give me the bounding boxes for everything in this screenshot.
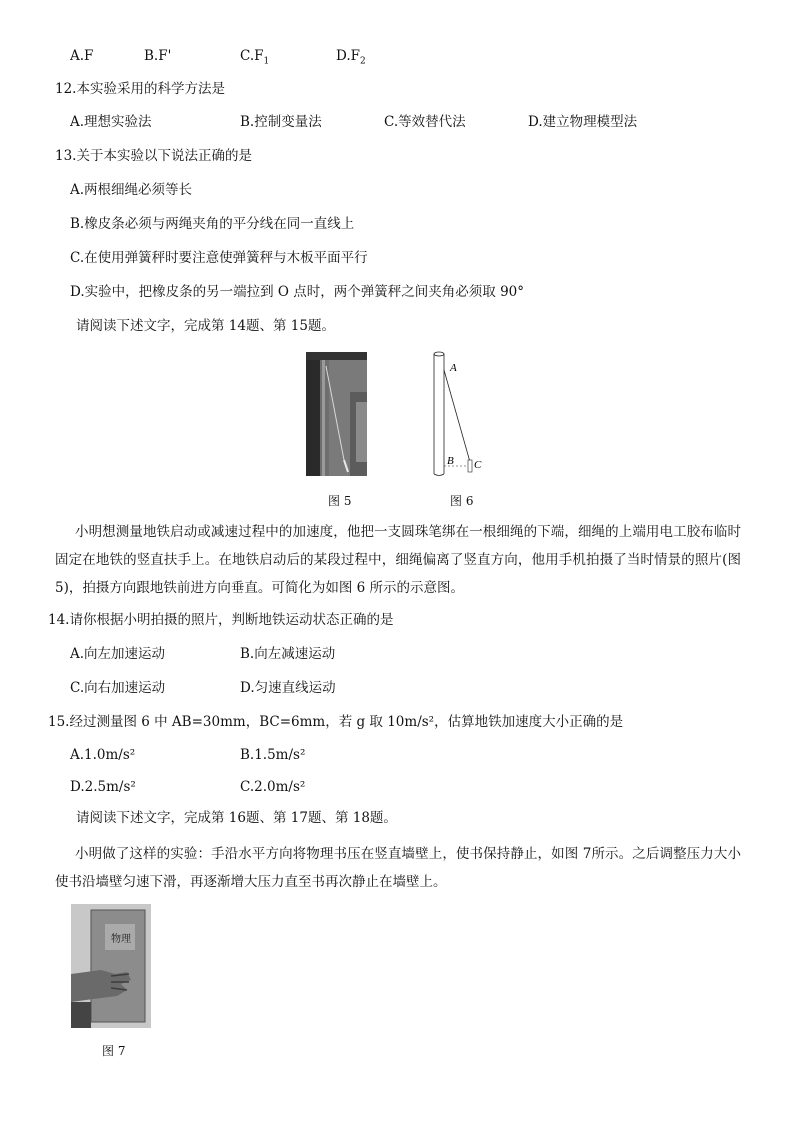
figure7-book-title: 物理 [111,934,131,945]
passage-subway: 小明想测量地铁启动或减速过程中的加速度，他把一支圆珠笔绑在一根细绳的下端，细绳的上端用电工胶布临时固定在地铁的竖直扶手上。在地铁启动后的某段过程中，细绳偏离了竖直方向，他用手机拍摄了当时情景的照片(图 5)，拍摄方向跟地铁前进方向垂直。可简化为如图 6 所示的示意图。 [55,524,741,596]
q14-option-b: B.向左减速运动 [240,646,336,662]
figure7-caption: 图 7 [102,1044,126,1058]
q12-option-d: D.建立物理模型法 [528,114,638,130]
figure5-photo [306,352,367,476]
figure6-label-a: A [450,362,457,374]
q12-stem: 12.本实验采用的科学方法是 [55,81,225,97]
q13-option-a: A.两根细绳必须等长 [70,182,193,198]
q14-option-d: D.匀速直线运动 [240,680,336,696]
q13-option-d: D.实验中，把橡皮条的另一端拉到 O 点时，两个弹簧秤之间夹角必须取 90° [70,284,525,300]
q15-option-b: B.1.5m/s² [240,747,306,763]
figure6-label-c: C [474,459,482,471]
q14-stem: 14.请你根据小明拍摄的照片，判断地铁运动状态正确的是 [48,612,394,628]
q11-option-b: B.F' [144,48,172,64]
q11-option-c: $C.F_1$ [240,48,270,67]
figure6-diagram [430,350,490,478]
q13-stem: 13.关于本实验以下说法正确的是 [55,148,252,164]
q14-option-c: C.向右加速运动 [70,680,166,696]
q13-option-b: B.橡皮条必须与两绳夹角的平分线在同一直线上 [70,216,355,232]
figure5-caption: 图 5 [328,494,352,508]
q15-option-a: A.1.0m/s² [70,747,136,763]
passage-book: 小明做了这样的实验：手沿水平方向将物理书压在竖直墙壁上，使书保持静止，如图 7所示。之后调整压力大小使书沿墙壁匀速下滑，再逐渐增大压力直至书再次静止在墙壁上。 [55,846,741,890]
q15-option-d: D.2.5m/s² [70,779,136,795]
figure6-label-b: B [447,455,454,467]
q12-option-b: B.控制变量法 [240,114,322,130]
q15-stem: 15.经过测量图 6 中 AB=30mm，BC=6mm，若 g 取 10m/s²，估算地铁加速度大小正确的是 [48,714,624,730]
q14-option-a: A.向左加速运动 [70,646,166,662]
q11-option-a: A.F [70,48,94,64]
q12-option-a: A.理想实验法 [70,114,152,130]
intro-14-15: 请阅读下述文字，完成第 14题、第 15题。 [76,318,335,334]
intro-16-18: 请阅读下述文字，完成第 16题、第 17题、第 18题。 [76,810,397,826]
q13-option-c: C.在使用弹簧秤时要注意使弹簧秤与木板平面平行 [70,250,368,266]
figure6-caption: 图 6 [450,494,474,508]
q15-option-c: C.2.0m/s² [240,779,306,795]
figure7-photo [71,904,151,1028]
q11-option-d: $D.F_2$ [336,48,366,67]
q12-option-c: C.等效替代法 [384,114,466,130]
